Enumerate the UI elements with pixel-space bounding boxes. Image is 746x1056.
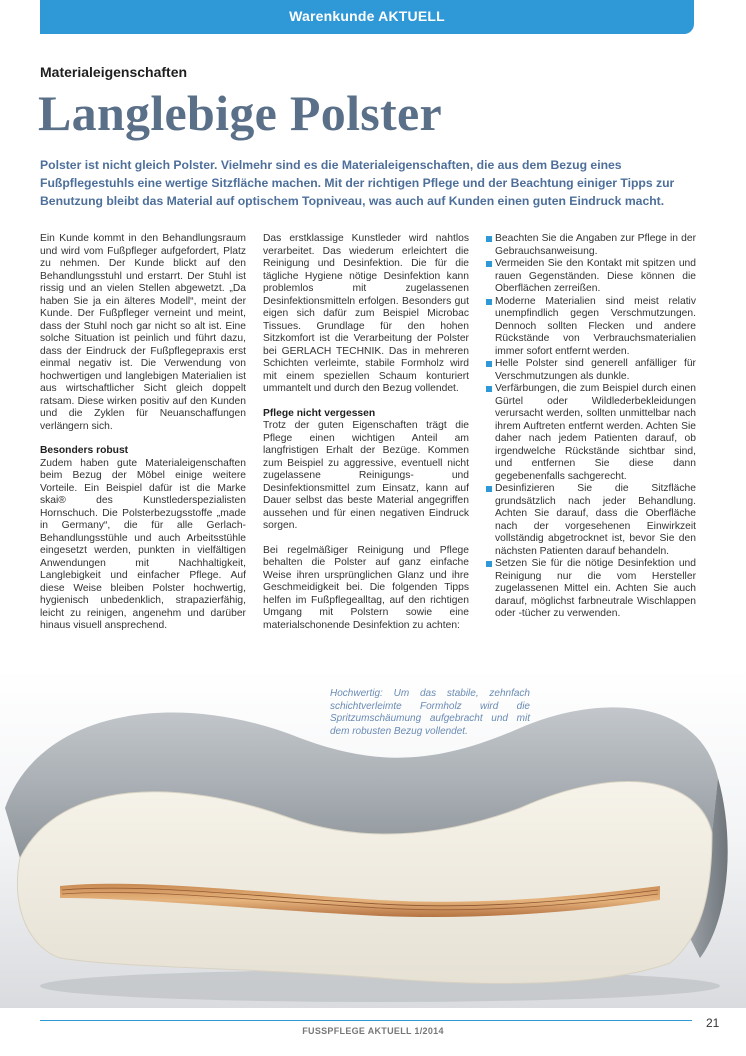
- subheading: Besonders robust: [40, 445, 129, 456]
- paragraph: Das erstklassige Kunstleder wird nahtlos verarbeitet. Das wiederum erleichtert die Reinigung und Desinfektion. Die für die tägliche Hygiene nötige Desinfektion kann problemlos mit zugelassenen Desinfektionsmitteln erfolgen. Besonders gut eigen sich dafür zum Beispiel Microbac Tissues. Grundlage für den hohen Sitzkomfort ist die Verarbeitung der Polster bei GERLACH TECHNIK. Das in mehreren Schichten verleimte, stabile Formholz wird mit einem speziellen Schaum konturiert ummantelt und durch den Bezug vollendet.: [263, 233, 469, 394]
- text-column-1: [40, 233, 246, 633]
- subheading: Pflege nicht vergessen: [263, 407, 376, 419]
- square-bullet-icon: [486, 561, 492, 567]
- tips-list: [486, 233, 696, 621]
- list-item: Desinfizieren Sie die Sitzfläche grundsätzlich nach jeder Behandlung. Achten Sie darauf, dass die Oberfläche nach der vorgesehenen Einwirkzeit vollständig abgetrocknet ist, bevor Sie den nächsten Patienten darauf behandeln.: [486, 483, 696, 558]
- article-lead: Polster ist nicht gleich Polster. Vielmehr sind es die Materialeigenschaften, die aus dem Bezug eines Fußpflegestuhls eine wertige Sitzfläche machen. Mit der richtigen Pflege und der Beachtung einiger Tipps zur Benutzung bleibt das Material auf optischem Topniveau, was auch auf Kunden einen guten Eindruck macht.: [40, 158, 675, 208]
- publication-name: FUSSPFLEGE AKTUELL 1/2014: [302, 1026, 444, 1036]
- list-item: Moderne Materialien sind meist relativ unempfindlich gegen Verschmutzungen. Dennoch sollten Flecken und andere Rückstände von Verbrauchsmaterialien immer sofort entfernt werden.: [486, 296, 696, 359]
- paragraph: Trotz der guten Eigenschaften trägt die Pflege einen wichtigen Anteil am langfristigen Erhalt der Bezüge. Kommen zum Beispiel zu aggressive, eventuell nicht zugelassene Reinigungs- und Desinfektionsmittel zum Einsatz, kann auf Dauer selbst das beste Material angegriffen aussehen und für einen negativen Eindruck sorgen.: [263, 420, 469, 531]
- section-title: Warenkunde AKTUELL: [289, 8, 445, 24]
- paragraph: Ein Kunde kommt in den Behandlungsraum und wird vom Fußpfleger aufgefordert, Platz zu nehmen. Der Kunde blickt auf den Behandlungsstuhl und erstarrt. Der Stuhl ist rissig und an vielen Stellen abgewetzt. „Da haben Sie ja ein älteres Modell“, meint der Kunde. Der Fußpfleger verneint und meint, dass der Stuhl noch gar nicht so alt ist. Eine solche Situation ist peinlich und führt dazu, dass der Eindruck der Fußpflegepraxis erst einmal negativ ist. Die Verwendung von hochwertigen und langlebigen Materialien ist aus wirtschaftlicher Sicht gleich doppelt ratsam. Diese wirken positiv auf den Kunden und die Zyklen für Neuanschaffungen verlängern sich.: [40, 233, 246, 432]
- square-bullet-icon: [486, 236, 492, 242]
- article-kicker: Materialeigenschaften: [40, 64, 188, 80]
- list-item: Beachten Sie die Angaben zur Pflege in der Gebrauchsanweisung.: [486, 233, 696, 258]
- list-item: Verfärbungen, die zum Beispiel durch einen Gürtel oder Wildlederbekleidungen verursacht werden, sollten unmittelbar nach ihrem Auftreten entfernt werden. Achten Sie daher nach jedem Patienten darauf, ob irgendwelche Rückstände sichtbar sind, und entfernen Sie diese dann gegebenenfalls sachgerecht.: [486, 383, 696, 483]
- list-item: Setzen Sie für die nötige Desinfektion und Reinigung nur die vom Hersteller zugelassenen Mittel ein. Achten Sie auch darauf, möglichst farbneutrale Wischlappen oder -tücher zu verwenden.: [486, 558, 696, 621]
- paragraph: Bei regelmäßiger Reinigung und Pflege behalten die Polster auf ganz einfache Weise ihren ursprünglichen Glanz und ihre Geschmeidigkeit bei. Die folgenden Tipps helfen im Fußpflegealltag, auf den richtigen Umgang mit Polstern sowie eine materialschonende Desinfektion zu achten:: [263, 544, 469, 631]
- text-column-2: [263, 233, 469, 632]
- page-number: 21: [706, 1016, 720, 1030]
- square-bullet-icon: [486, 486, 492, 492]
- text-column-3: [486, 233, 696, 621]
- square-bullet-icon: [486, 299, 492, 305]
- article-headline: Langlebige Polster: [38, 85, 442, 141]
- square-bullet-icon: [486, 386, 492, 392]
- square-bullet-icon: [486, 261, 492, 267]
- footer-divider: [40, 1020, 692, 1021]
- section-banner: [40, 0, 694, 34]
- list-item: Helle Polster sind generell anfälliger für Verschmutzungen als dunkle.: [486, 358, 696, 383]
- square-bullet-icon: [486, 361, 492, 367]
- paragraph: Zudem haben gute Materialeigenschaften beim Bezug der Möbel einige weitere Vorteile. Ein Beispiel dafür ist die Marke skai® des Kunstlederspezialisten Hornschuch. Die Polsterbezugsstoffe „made in Germany“, die für alle Gerlach-Behandlungsstühle und auch Arbeitsstühle eingesetzt werden, punkten in vielfältigen Anwendungen mit Nachhaltigkeit, Langlebigkeit und einfacher Pflege. Auf diese Weise bleiben Polster hochwertig, hygienisch unbedenklich, strapazierfähig, leicht zu reinigen, angenehm und darüber hinaus visuell ansprechend.: [40, 457, 246, 631]
- photo-caption: Hochwertig: Um das stabile, zehnfach schichtverleimte Formholz wird die Spritzumschäumung aufgebracht und mit dem robusten Bezug vollendet.: [330, 688, 530, 737]
- list-item: Vermeiden Sie den Kontakt mit spitzen und rauen Gegenständen. Diese können die Oberflächen zerreißen.: [486, 258, 696, 296]
